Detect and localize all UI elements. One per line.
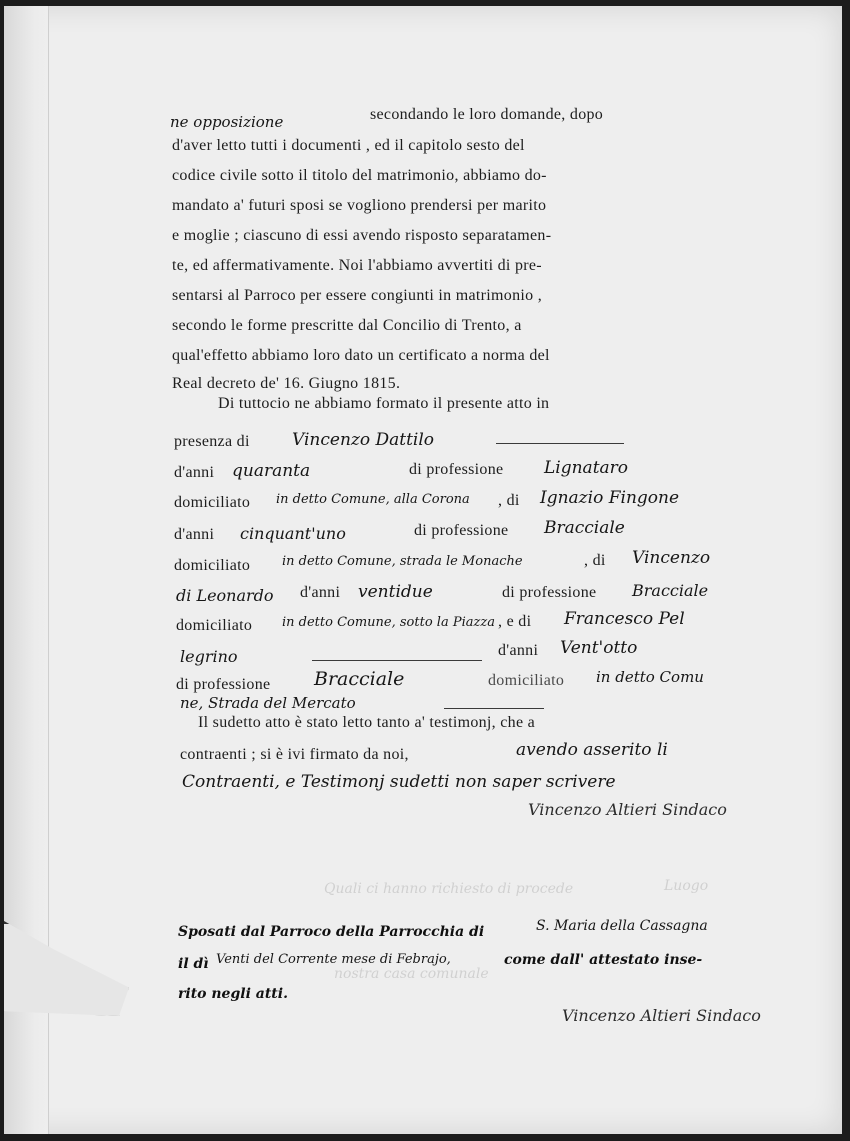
witness-1-domicile: in detto Comune, alla Corona (276, 492, 470, 507)
bleed-through-text: Luogo (664, 878, 709, 894)
closing-line: contraenti ; si è ivi firmato da noi, (180, 746, 409, 763)
profession-label: di professione (502, 584, 597, 601)
marriage-note-line: come dall' attestato inse- (504, 952, 703, 968)
mayor-signature: Vincenzo Altieri Sindaco (528, 800, 727, 819)
domicile-label: domiciliato (174, 494, 251, 511)
blank-line (444, 708, 544, 709)
witness-4-age: Vent'otto (560, 638, 638, 658)
marriage-note-line: rito negli atti. (178, 986, 288, 1002)
witness-1-profession: Lignataro (544, 458, 629, 478)
presenza-label: presenza di (174, 433, 250, 450)
domicile-label: domiciliato (176, 617, 253, 634)
bleed-through-text: nostra casa comunale (334, 966, 489, 982)
mayor-signature-2: Vincenzo Altieri Sindaco (562, 1006, 761, 1025)
blank-line (496, 443, 624, 444)
witness-2-age: cinquant'uno (240, 524, 346, 543)
profession-label: di professione (409, 461, 504, 478)
folded-corner (4, 921, 129, 1016)
body-line: e moglie ; ciascuno di essi avendo risposto separatamen- (172, 227, 552, 244)
body-line: secondo le forme prescritte dal Concilio di Trento, a (172, 317, 522, 334)
handwritten-entry: ne opposizione (170, 113, 284, 131)
witness-4-domicile-cont: ne, Strada del Mercato (180, 694, 356, 712)
witness-1-age: quaranta (232, 461, 311, 481)
age-label: d'anni (174, 526, 215, 543)
di-label: , di (498, 492, 520, 509)
bleed-through-text: Quali ci hanno richiesto di procede (324, 881, 574, 897)
witness-4-name-cont: legrino (180, 647, 238, 666)
age-label: d'anni (174, 464, 215, 481)
witness-3-name-cont: di Leonardo (176, 586, 274, 605)
witness-3-domicile: in detto Comune, sotto la Piazza (282, 615, 495, 630)
witness-3-profession: Bracciale (632, 581, 709, 600)
di-label: , di (584, 552, 606, 569)
witness-3-age: ventidue (358, 582, 433, 602)
witness-2-profession: Bracciale (544, 518, 625, 538)
marriage-date: Venti del Corrente mese di Febrajo, (216, 952, 451, 967)
body-line: te, ed affermativamente. Noi l'abbiamo avvertiti di pre- (172, 257, 542, 274)
body-line: codice civile sotto il titolo del matrimonio, abbiamo do- (172, 167, 547, 184)
age-label: d'anni (300, 584, 341, 601)
witness-3-name: Vincenzo (632, 548, 711, 568)
age-label: d'anni (498, 642, 539, 659)
e-di-label: , e di (498, 613, 532, 630)
parish-name: S. Maria della Cassagna (536, 918, 708, 934)
marriage-note-line: il dì (178, 956, 209, 972)
domicile-label: domiciliato (488, 672, 565, 689)
witness-2-name: Ignazio Fingone (540, 488, 680, 508)
witness-1-name: Vincenzo Dattilo (292, 430, 435, 450)
body-line: d'aver letto tutti i documenti , ed il capitolo sesto del (172, 137, 525, 154)
body-line: secondando le loro domande, dopo (370, 106, 604, 123)
body-line: sentarsi al Parroco per essere congiunti in matrimonio , (172, 287, 543, 304)
body-line: Di tuttocio ne abbiamo formato il presente atto in (218, 395, 550, 412)
closing-handwritten: Contraenti, e Testimonj sudetti non saper scrivere (182, 772, 616, 792)
body-line: Real decreto de' 16. Giugno 1815. (172, 375, 401, 392)
marriage-note-line: Sposati dal Parroco della Parrocchia di (178, 924, 485, 940)
closing-handwritten: avendo asserito li (516, 740, 668, 760)
witness-4-name: Francesco Pel (564, 609, 685, 629)
profession-label: di professione (414, 522, 509, 539)
body-line: qual'effetto abbiamo loro dato un certificato a norma del (172, 347, 550, 364)
body-line: mandato a' futuri sposi se vogliono prendersi per marito (172, 197, 547, 214)
witness-4-domicile: in detto Comu (596, 668, 704, 686)
profession-label: di professione (176, 676, 271, 693)
witness-2-domicile: in detto Comune, strada le Monache (282, 554, 523, 569)
blank-line (312, 660, 482, 661)
closing-line: Il sudetto atto è stato letto tanto a' testimonj, che a (198, 714, 536, 731)
document-page (4, 6, 842, 1134)
domicile-label: domiciliato (174, 557, 251, 574)
witness-4-profession: Bracciale (314, 668, 405, 690)
